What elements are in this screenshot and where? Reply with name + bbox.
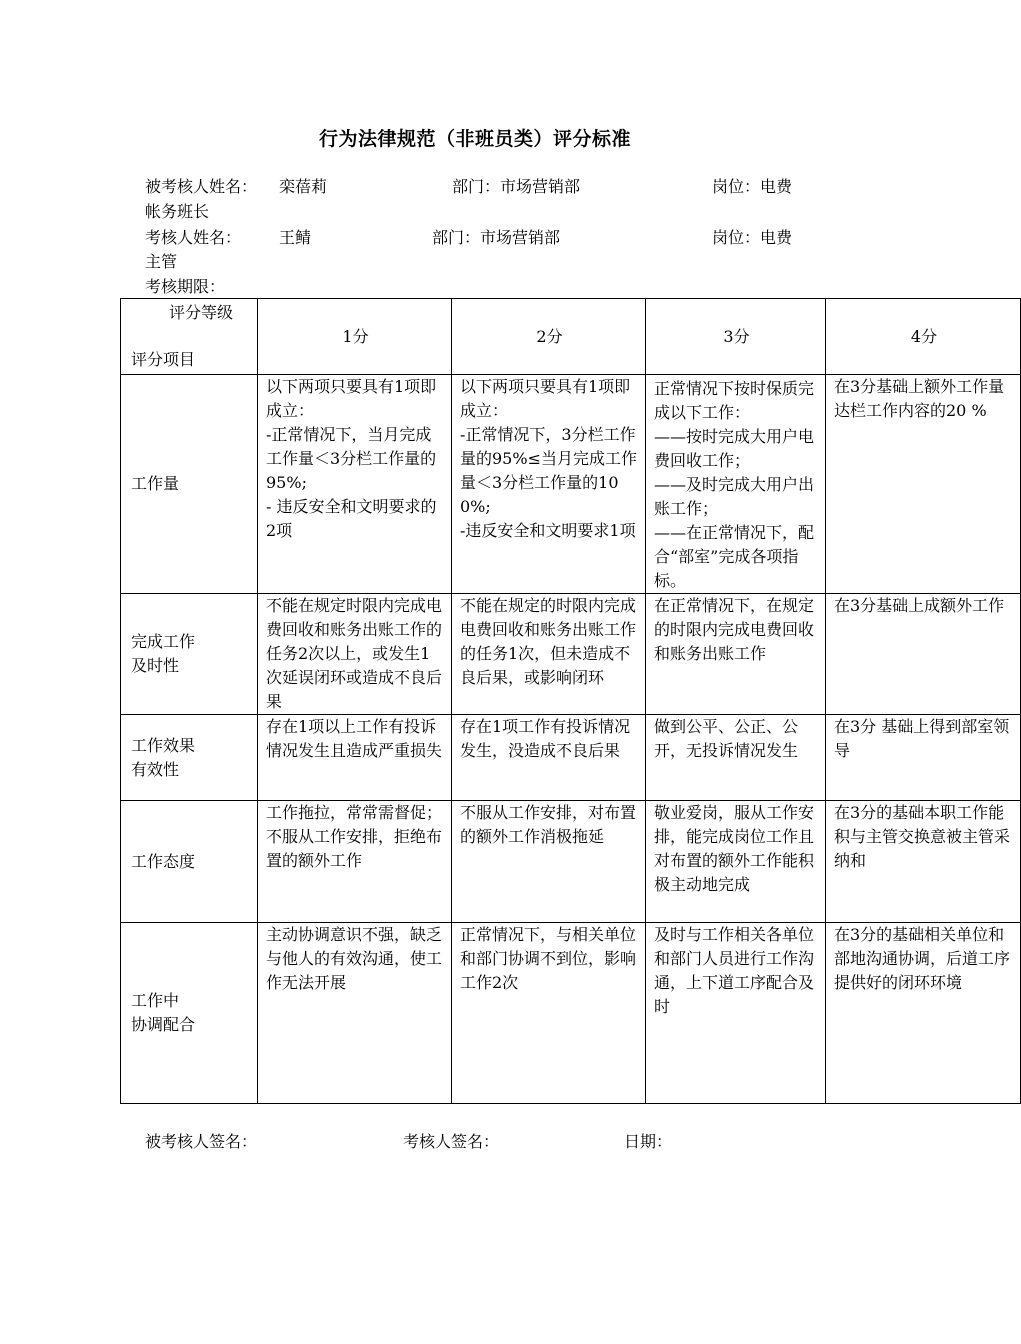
- grade-axis-label: 评分等级: [169, 303, 234, 322]
- row-item-workload: 工作量: [121, 375, 258, 594]
- table-row: [121, 715, 1021, 801]
- criteria-cell: 存在1项工作有投诉情况发生，没造成不良后果: [452, 715, 646, 801]
- assessor-signature-label: 考核人签名：: [403, 1132, 500, 1151]
- assessee-signature-label: 被考核人签名：: [145, 1132, 258, 1151]
- grade-header-4: 4分: [826, 299, 1021, 375]
- criteria-cell: 在3分的基础本职工作能积与主管交换意被主管采纳和: [826, 801, 1021, 923]
- table-row: [121, 594, 1021, 715]
- table-row: [121, 375, 1021, 594]
- table-row: [121, 923, 1021, 1104]
- criteria-cell: 以下两项只要具有1项即成立： -正常情况下，当月完成工作量＜3分栏工作量的95%; - 违反安全和文明要求的2项: [258, 375, 452, 594]
- criteria-cell: 不能在规定时限内完成电费回收和账务出账工作的任务2次以上，或发生1次延误闭环或造成不良后果: [258, 594, 452, 715]
- item-axis-label: 评分项目: [131, 350, 196, 369]
- row-item-effectiveness: 工作效果 有效性: [121, 715, 258, 801]
- assessee-post: 岗位：电费: [712, 177, 793, 196]
- page-title: 行为法律规范（非班员类）评分标准: [318, 128, 631, 150]
- criteria-cell: 以下两项只要具有1项即成立： -正常情况下，3分栏工作量的95%≤当月完成工作量＜3分栏工作量的100%; -违反安全和文明要求1项: [452, 375, 646, 594]
- scoring-table: [120, 298, 1021, 1104]
- table-row: [121, 801, 1021, 923]
- grade-header-3: 3分: [646, 299, 826, 375]
- criteria-cell: 存在1项以上工作有投诉情况发生且造成严重损失: [258, 715, 452, 801]
- assessor-department: 部门：市场营销部: [432, 228, 561, 247]
- grade-header-1: 1分: [258, 299, 452, 375]
- criteria-cell: 在3分的基础相关单位和部地沟通协调，后道工序提供好的闭环环境: [826, 923, 1021, 1104]
- assessee-name-label: 被考核人姓名：: [145, 177, 258, 196]
- criteria-cell: 正常情况下，与相关单位和部门协调不到位，影响工作2次: [452, 923, 646, 1104]
- criteria-cell: 正常情况下按时保质完成以下工作： ——按时完成大用户电费回收工作； ——及时完成大用户出账工作； ——在正常情况下，配合“部室”完成各项指标。: [646, 375, 826, 594]
- assessor-post-continued: 主管: [145, 252, 178, 271]
- criteria-cell: 工作拖拉，常常需督促；不服从工作安排，拒绝布置的额外工作: [258, 801, 452, 923]
- assessment-period-label: 考核期限：: [145, 277, 226, 296]
- grade-header-row: [121, 299, 1021, 375]
- scoring-table-container: [120, 298, 1011, 1104]
- row-item-attitude: 工作态度: [121, 801, 258, 923]
- assessee-name-value: 栾蓓莉: [279, 177, 328, 196]
- row-item-timeliness: 完成工作 及时性: [121, 594, 258, 715]
- assessee-department: 部门：市场营销部: [452, 177, 581, 196]
- table-corner-cell: [121, 299, 258, 375]
- assessor-name-label: 考核人姓名：: [145, 228, 242, 247]
- date-label: 日期：: [624, 1132, 673, 1151]
- criteria-cell: 在3分 基础上得到部室领导: [826, 715, 1021, 801]
- assessor-name-value: 王鲭: [279, 228, 312, 247]
- row-item-coordination: 工作中 协调配合: [121, 923, 258, 1104]
- criteria-cell: 在3分基础上额外工作量达栏工作内容的20 %: [826, 375, 1021, 594]
- criteria-cell: 在正常情况下，在规定的时限内完成电费回收和账务出账工作: [646, 594, 826, 715]
- criteria-cell: 不能在规定的时限内完成电费回收和账务出账工作的任务1次，但未造成不良后果，或影响闭环: [452, 594, 646, 715]
- criteria-cell: 敬业爱岗，服从工作安排，能完成岗位工作且对布置的额外工作能积极主动地完成: [646, 801, 826, 923]
- grade-header-2: 2分: [452, 299, 646, 375]
- criteria-cell: 不服从工作安排，对布置的额外工作消极拖延: [452, 801, 646, 923]
- criteria-cell: 及时与工作相关各单位和部门人员进行工作沟通，上下道工序配合及时: [646, 923, 826, 1104]
- assessor-post: 岗位：电费: [712, 228, 793, 247]
- criteria-cell: 在3分基础上成额外工作: [826, 594, 1021, 715]
- criteria-cell: 主动协调意识不强，缺乏与他人的有效沟通，使工作无法开展: [258, 923, 452, 1104]
- criteria-cell: 做到公平、公正、公开，无投诉情况发生: [646, 715, 826, 801]
- assessee-post-continued: 帐务班长: [145, 202, 210, 221]
